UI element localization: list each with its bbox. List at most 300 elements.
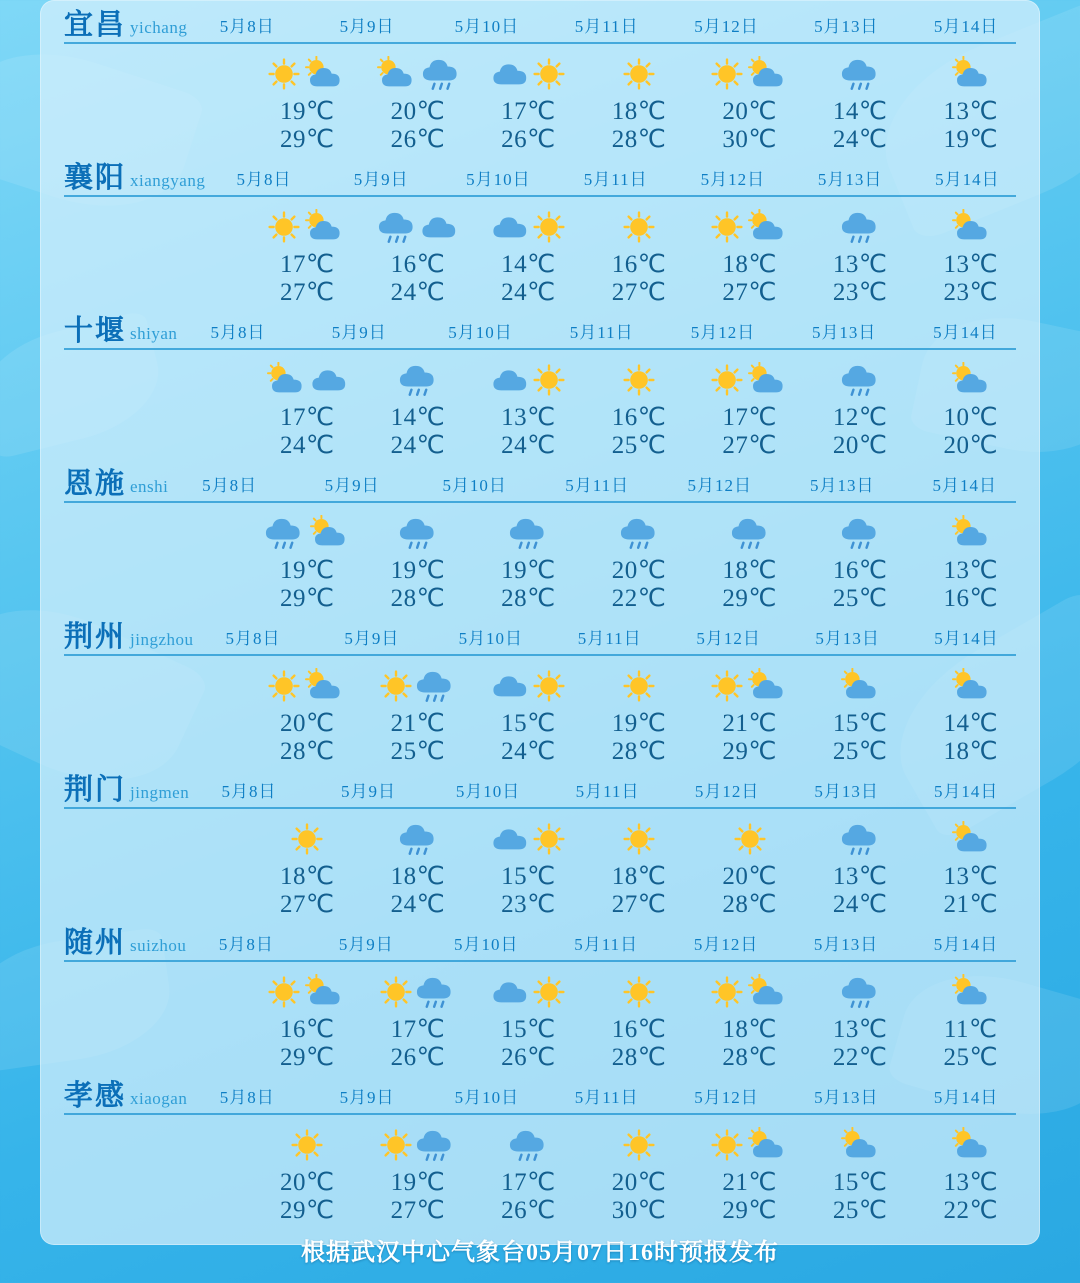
date-label: 5月11日 <box>574 17 639 36</box>
temperature-cell <box>915 557 1026 612</box>
city-pinyin: enshi <box>130 477 169 496</box>
sun-cloud-icon <box>745 362 789 397</box>
weather-icon-row <box>54 813 1026 865</box>
weather-icon-cell <box>363 48 474 100</box>
date-label: 5月9日 <box>339 1088 395 1107</box>
cloud-icon <box>420 211 460 243</box>
divider <box>64 195 1016 197</box>
temperature-cell <box>252 710 363 765</box>
forecast-card <box>40 0 1040 1245</box>
low-temperature: 16℃ <box>611 1016 667 1043</box>
divider <box>64 42 1016 44</box>
low-temperature: 10℃ <box>943 404 999 431</box>
high-temperature: 29℃ <box>722 737 777 765</box>
temperature-cell <box>252 404 363 459</box>
weather-icon-row <box>54 201 1026 253</box>
cloud-rain-icon <box>414 667 456 705</box>
low-temperature: 18℃ <box>280 863 335 890</box>
sun-cloud-icon <box>745 1127 789 1162</box>
temperature-cell <box>473 1016 584 1071</box>
weather-icon-cell <box>252 48 363 100</box>
low-temperature: 17℃ <box>280 251 335 278</box>
sun-cloud-icon <box>949 209 993 244</box>
date-label: 5月8日 <box>202 476 258 495</box>
high-temperature: 20℃ <box>832 431 888 459</box>
low-temperature: 14℃ <box>501 251 556 278</box>
weather-icon-row <box>54 966 1026 1018</box>
weather-icon-cell <box>584 813 695 865</box>
weather-icon-cell <box>694 48 805 100</box>
sun-icon <box>734 823 766 855</box>
weather-icon-cell <box>363 507 474 559</box>
cloud-rain-icon <box>507 1126 549 1164</box>
date-label: 5月10日 <box>454 17 520 36</box>
date-label: 5月13日 <box>811 323 877 342</box>
high-temperature: 23℃ <box>943 278 999 306</box>
weather-icon-cell <box>363 201 474 253</box>
high-temperature: 29℃ <box>280 1196 335 1224</box>
high-temperature: 25℃ <box>832 737 888 765</box>
sun-icon <box>623 364 655 396</box>
low-temperature: 13℃ <box>943 98 999 125</box>
high-temperature: 28℃ <box>390 584 446 612</box>
low-temperature: 21℃ <box>390 710 446 737</box>
weather-icon-cell <box>694 966 805 1018</box>
low-temperature: 21℃ <box>722 710 777 737</box>
weather-icon-cell <box>694 507 805 559</box>
low-temperature: 13℃ <box>943 557 999 584</box>
high-temperature: 20℃ <box>943 431 999 459</box>
city-name: 襄阳 <box>64 162 127 194</box>
low-temperature: 13℃ <box>832 251 888 278</box>
city-header <box>54 765 1026 805</box>
high-temperature: 24℃ <box>501 431 556 459</box>
temperature-cell <box>584 404 695 459</box>
high-temperature: 28℃ <box>280 737 335 765</box>
low-temperature: 11℃ <box>943 1016 998 1043</box>
high-temperature: 24℃ <box>832 125 888 153</box>
city-header <box>54 153 1026 193</box>
high-temperature: 27℃ <box>611 278 667 306</box>
high-temperature: 28℃ <box>611 1043 667 1071</box>
sun-icon <box>268 58 300 90</box>
date-label: 5月10日 <box>448 323 513 342</box>
date-label: 5月12日 <box>690 323 756 342</box>
date-label: 5月9日 <box>341 782 397 801</box>
city-forecast-block <box>40 765 1040 918</box>
sun-icon <box>623 976 655 1008</box>
weather-icon-cell <box>584 966 695 1018</box>
forecast-source-note: 根据武汉中心气象台05月07日16时预报发布 <box>301 1240 779 1266</box>
city-pinyin: jingzhou <box>130 630 194 649</box>
weather-icon-cell <box>363 354 474 406</box>
date-label: 5月11日 <box>569 323 634 342</box>
weather-icon-cell <box>584 660 695 712</box>
weather-icon-cell <box>694 1119 805 1171</box>
city-pinyin: xiangyang <box>130 171 206 190</box>
date-label: 5月10日 <box>455 782 521 801</box>
high-temperature: 24℃ <box>501 278 556 306</box>
city-forecast-block <box>40 612 1040 765</box>
weather-icon-row <box>54 1119 1026 1171</box>
weather-icon-cell <box>252 660 363 712</box>
low-temperature: 20℃ <box>722 863 777 890</box>
weather-icon-cell <box>473 966 584 1018</box>
city-forecast-block <box>40 918 1040 1071</box>
sun-cloud-icon <box>949 515 993 550</box>
weather-icon-row <box>54 354 1026 406</box>
high-temperature: 28℃ <box>501 584 556 612</box>
low-temperature: 17℃ <box>501 98 556 125</box>
temperature-cell <box>363 251 474 306</box>
date-header-row <box>186 930 1026 955</box>
high-temperature: 22℃ <box>611 584 667 612</box>
cloud-rain-icon <box>397 820 439 858</box>
temperature-cell <box>363 98 474 153</box>
cloud-rain-icon <box>839 208 881 246</box>
temperature-row <box>54 404 1026 459</box>
sun-cloud-icon <box>949 974 993 1009</box>
high-temperature: 29℃ <box>722 1196 777 1224</box>
temperature-cell <box>915 1169 1026 1224</box>
weather-icon-cell <box>473 48 584 100</box>
city-header <box>54 459 1026 499</box>
high-temperature: 27℃ <box>722 431 777 459</box>
sun-icon <box>291 823 323 855</box>
temperature-cell <box>584 710 695 765</box>
sun-icon <box>711 1129 743 1161</box>
date-label: 5月8日 <box>225 629 281 648</box>
divider <box>64 807 1016 809</box>
high-temperature: 27℃ <box>722 278 777 306</box>
date-label: 5月12日 <box>694 1088 759 1107</box>
date-label: 5月12日 <box>700 170 766 189</box>
high-temperature: 26℃ <box>501 125 556 153</box>
low-temperature: 14℃ <box>943 710 999 737</box>
low-temperature: 18℃ <box>722 557 777 584</box>
low-temperature: 19℃ <box>390 1169 446 1196</box>
weather-icon-cell <box>252 201 363 253</box>
date-label: 5月14日 <box>933 935 999 954</box>
date-label: 5月10日 <box>454 1088 520 1107</box>
sun-icon <box>533 976 565 1008</box>
cloud-rain-icon <box>397 514 439 552</box>
temperature-row <box>54 557 1026 612</box>
weather-icon-cell <box>584 507 695 559</box>
sun-cloud-icon <box>949 56 993 91</box>
temperature-cell <box>805 1169 916 1224</box>
temperature-cell <box>915 863 1026 918</box>
divider <box>64 1113 1016 1115</box>
high-temperature: 27℃ <box>280 890 335 918</box>
low-temperature: 20℃ <box>390 98 446 125</box>
weather-icon-row <box>54 660 1026 712</box>
weather-icon-cell <box>363 966 474 1018</box>
weather-icon-cell <box>805 507 916 559</box>
temperature-cell <box>473 710 584 765</box>
sun-icon <box>291 1129 323 1161</box>
high-temperature: 29℃ <box>280 584 335 612</box>
date-label: 5月11日 <box>574 1088 639 1107</box>
weather-icon-cell <box>805 966 916 1018</box>
weather-icon-cell <box>915 813 1026 865</box>
temperature-cell <box>473 251 584 306</box>
weather-icon-cell <box>805 813 916 865</box>
sun-cloud-icon <box>307 515 351 550</box>
city-forecast-block <box>40 459 1040 612</box>
high-temperature: 28℃ <box>722 890 777 918</box>
weather-icon-row <box>54 48 1026 100</box>
date-label: 5月14日 <box>933 1088 999 1107</box>
date-label: 5月14日 <box>932 476 997 495</box>
temperature-row <box>54 863 1026 918</box>
sun-cloud-icon <box>745 974 789 1009</box>
high-temperature: 19℃ <box>943 125 999 153</box>
weather-icon-cell <box>915 201 1026 253</box>
sun-icon <box>268 670 300 702</box>
temperature-cell <box>915 404 1026 459</box>
city-pinyin: suizhou <box>130 936 187 955</box>
weather-icon-cell <box>252 354 363 406</box>
weather-icon-cell <box>915 660 1026 712</box>
date-label: 5月11日 <box>583 170 648 189</box>
high-temperature: 25℃ <box>832 1196 888 1224</box>
temperature-cell <box>363 1016 474 1071</box>
temperature-cell <box>915 1016 1026 1071</box>
temperature-cell <box>694 1169 805 1224</box>
low-temperature: 13℃ <box>943 251 999 278</box>
cloud-icon <box>491 364 531 396</box>
date-label: 5月11日 <box>565 476 630 495</box>
city-name: 荆州 <box>64 621 127 653</box>
high-temperature: 25℃ <box>390 737 446 765</box>
weather-icon-cell <box>252 966 363 1018</box>
city-name: 孝感 <box>64 1080 127 1112</box>
weather-icon-cell <box>805 1119 916 1171</box>
sun-cloud-icon <box>374 56 418 91</box>
sun-icon <box>623 58 655 90</box>
low-temperature: 20℃ <box>722 98 777 125</box>
date-label: 5月8日 <box>219 1088 275 1107</box>
date-label: 5月13日 <box>809 476 875 495</box>
date-label: 5月14日 <box>934 629 999 648</box>
date-label: 5月13日 <box>817 170 883 189</box>
sun-cloud-icon <box>745 56 789 91</box>
temperature-cell <box>805 1016 916 1071</box>
temperature-cell <box>252 98 363 153</box>
temperature-cell <box>694 710 805 765</box>
temperature-cell <box>584 1169 695 1224</box>
low-temperature: 18℃ <box>611 863 667 890</box>
city-pinyin: shiyan <box>130 324 178 343</box>
low-temperature: 16℃ <box>390 251 446 278</box>
low-temperature: 15℃ <box>501 710 556 737</box>
divider <box>64 501 1016 503</box>
cloud-rain-icon <box>376 208 418 246</box>
temperature-cell <box>473 557 584 612</box>
weather-icon-cell <box>694 660 805 712</box>
high-temperature: 22℃ <box>832 1043 888 1071</box>
cloud-rain-icon <box>618 514 660 552</box>
high-temperature: 21℃ <box>943 890 999 918</box>
city-name: 十堰 <box>64 315 127 347</box>
low-temperature: 13℃ <box>832 863 888 890</box>
cloud-rain-icon <box>839 514 881 552</box>
temperature-cell <box>252 1016 363 1071</box>
temperature-cell <box>584 863 695 918</box>
city-header <box>54 306 1026 346</box>
sun-icon <box>533 211 565 243</box>
temperature-cell <box>584 98 695 153</box>
weather-icon-cell <box>363 813 474 865</box>
weather-icon-cell <box>694 813 805 865</box>
cloud-icon <box>491 823 531 855</box>
low-temperature: 18℃ <box>611 98 667 125</box>
sun-cloud-icon <box>302 209 346 244</box>
date-label: 5月11日 <box>577 629 642 648</box>
temperature-cell <box>805 251 916 306</box>
high-temperature: 24℃ <box>390 278 446 306</box>
temperature-cell <box>915 98 1026 153</box>
city-pinyin: jingmen <box>130 783 190 802</box>
weather-icon-cell <box>915 1119 1026 1171</box>
weather-icon-cell <box>363 660 474 712</box>
cloud-rain-icon <box>839 820 881 858</box>
sun-icon <box>623 211 655 243</box>
date-label: 5月13日 <box>815 629 880 648</box>
weather-icon-cell <box>805 660 916 712</box>
temperature-row <box>54 1169 1026 1224</box>
city-name: 宜昌 <box>64 9 127 41</box>
sun-cloud-icon <box>745 668 789 703</box>
date-label: 5月9日 <box>338 935 394 954</box>
temperature-cell <box>805 557 916 612</box>
temperature-cell <box>252 863 363 918</box>
temperature-cell <box>694 863 805 918</box>
weather-icon-cell <box>473 813 584 865</box>
date-label: 5月14日 <box>933 782 999 801</box>
date-label: 5月12日 <box>694 782 760 801</box>
weather-icon-cell <box>915 354 1026 406</box>
high-temperature: 25℃ <box>611 431 667 459</box>
temperature-row <box>54 98 1026 153</box>
high-temperature: 28℃ <box>611 737 667 765</box>
date-label: 5月13日 <box>813 935 879 954</box>
date-label: 5月8日 <box>210 323 266 342</box>
sun-icon <box>711 670 743 702</box>
sun-icon <box>533 364 565 396</box>
high-temperature: 29℃ <box>280 125 335 153</box>
city-forecast-block <box>40 153 1040 306</box>
date-label: 5月9日 <box>339 17 395 36</box>
weather-icon-cell <box>252 813 363 865</box>
high-temperature: 29℃ <box>280 1043 335 1071</box>
temperature-row <box>54 710 1026 765</box>
date-label: 5月13日 <box>814 782 879 801</box>
low-temperature: 13℃ <box>943 1169 999 1196</box>
high-temperature: 23℃ <box>832 278 888 306</box>
low-temperature: 12℃ <box>832 404 888 431</box>
temperature-cell <box>473 98 584 153</box>
sun-cloud-icon <box>949 1127 993 1162</box>
low-temperature: 19℃ <box>501 557 556 584</box>
sun-icon <box>380 1129 412 1161</box>
weather-icon-cell <box>915 966 1026 1018</box>
weather-icon-cell <box>252 507 363 559</box>
temperature-cell <box>363 863 474 918</box>
cloud-rain-icon <box>420 55 462 93</box>
sun-cloud-icon <box>949 362 993 397</box>
temperature-cell <box>363 557 474 612</box>
sun-icon <box>711 58 743 90</box>
low-temperature: 17℃ <box>722 404 777 431</box>
high-temperature: 29℃ <box>722 584 777 612</box>
low-temperature: 16℃ <box>611 404 667 431</box>
low-temperature: 20℃ <box>280 710 335 737</box>
high-temperature: 18℃ <box>943 737 999 765</box>
city-name: 恩施 <box>64 468 127 500</box>
weather-icon-cell <box>473 507 584 559</box>
date-label: 5月8日 <box>221 782 277 801</box>
sun-cloud-icon <box>302 974 346 1009</box>
city-forecast-block <box>40 1071 1040 1224</box>
weather-icon-row <box>54 507 1026 559</box>
date-label: 5月8日 <box>236 170 292 189</box>
low-temperature: 18℃ <box>722 251 777 278</box>
temperature-cell <box>805 98 916 153</box>
high-temperature: 26℃ <box>501 1043 556 1071</box>
cloud-icon <box>491 670 531 702</box>
low-temperature: 15℃ <box>501 1016 556 1043</box>
date-header-row <box>189 777 1026 802</box>
temperature-cell <box>694 251 805 306</box>
date-label: 5月14日 <box>933 323 998 342</box>
sun-icon <box>533 670 565 702</box>
city-forecast-block <box>40 306 1040 459</box>
temperature-cell <box>805 863 916 918</box>
sun-icon <box>268 976 300 1008</box>
low-temperature: 17℃ <box>390 1016 446 1043</box>
weather-icon-cell <box>805 201 916 253</box>
high-temperature: 24℃ <box>390 890 446 918</box>
sun-icon <box>380 976 412 1008</box>
weather-icon-cell <box>694 201 805 253</box>
date-label: 5月12日 <box>687 476 752 495</box>
date-label: 5月14日 <box>935 170 1000 189</box>
temperature-cell <box>805 710 916 765</box>
temperature-cell <box>473 1169 584 1224</box>
city-forecast-block <box>40 0 1040 153</box>
cloud-rain-icon <box>729 514 771 552</box>
temperature-cell <box>363 404 474 459</box>
low-temperature: 19℃ <box>280 98 335 125</box>
high-temperature: 28℃ <box>611 125 667 153</box>
sun-cloud-icon <box>838 1127 882 1162</box>
date-label: 5月8日 <box>218 935 274 954</box>
date-header-row <box>205 165 1026 190</box>
date-header-row <box>187 12 1026 37</box>
cloud-rain-icon <box>839 973 881 1011</box>
low-temperature: 16℃ <box>611 251 667 278</box>
date-label: 5月13日 <box>814 17 879 36</box>
high-temperature: 26℃ <box>390 1043 446 1071</box>
high-temperature: 27℃ <box>390 1196 446 1224</box>
date-label: 5月11日 <box>574 935 639 954</box>
sun-icon <box>623 1129 655 1161</box>
date-label: 5月11日 <box>575 782 640 801</box>
city-header <box>54 612 1026 652</box>
high-temperature: 16℃ <box>943 584 999 612</box>
